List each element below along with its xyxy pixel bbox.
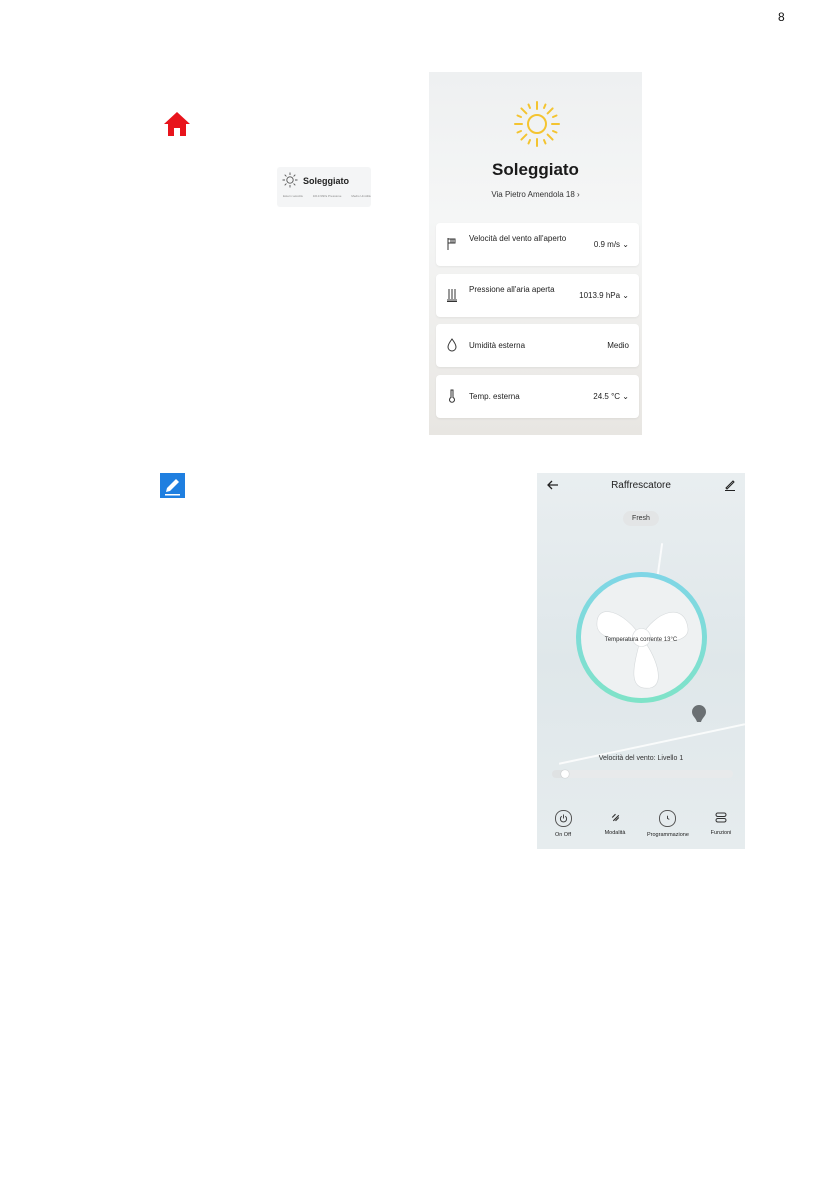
current-temperature: Temperatura corrente 13°C xyxy=(604,637,678,643)
button-label: Funzioni xyxy=(710,830,732,836)
chevron-down-icon: ⌄ xyxy=(622,291,629,300)
chevron-down-icon: ⌄ xyxy=(622,392,629,401)
address-text: Via Pietro Amendola 18 xyxy=(491,190,575,199)
humidity-drop-icon xyxy=(446,338,458,352)
schedule-button[interactable] xyxy=(647,810,687,838)
clock-icon xyxy=(663,814,672,823)
device-title: Raffrescatore xyxy=(611,480,671,491)
sun-icon xyxy=(513,100,561,148)
card-label: Pressione all'aria aperta xyxy=(469,285,555,294)
thermometer-icon xyxy=(446,389,458,403)
button-label: Modalità xyxy=(604,830,626,836)
edit-pen-icon[interactable] xyxy=(724,479,736,491)
chevron-right-icon: › xyxy=(577,190,580,199)
power-icon xyxy=(559,814,568,823)
card-value: 0.9 m/s ⌄ xyxy=(593,240,629,249)
card-value: Medio xyxy=(607,341,629,350)
weather-condition: Soleggiato xyxy=(492,160,579,179)
humidity-card[interactable] xyxy=(436,324,639,367)
home-icon xyxy=(163,110,191,138)
speed-slider-knob[interactable] xyxy=(561,770,569,778)
mini-weather-widget xyxy=(277,167,371,207)
edit-icon xyxy=(160,473,185,498)
card-label: Umidità esterna xyxy=(469,341,526,350)
lightbulb-icon xyxy=(690,703,708,727)
card-value: 24.5 °C ⌄ xyxy=(593,392,629,401)
button-label: On Off xyxy=(554,832,572,838)
card-value: 1013.9 hPa ⌄ xyxy=(579,291,629,300)
wind-icon xyxy=(446,237,458,251)
button-label: Programmazione xyxy=(647,832,689,838)
card-label: Velocità del vento all'aperto xyxy=(469,234,567,243)
mode-tag[interactable]: Fresh xyxy=(623,511,659,526)
mode-icon xyxy=(610,812,621,823)
functions-icon xyxy=(715,812,727,823)
speed-slider[interactable] xyxy=(552,770,733,778)
weather-screenshot xyxy=(429,72,642,435)
mini-sub-row xyxy=(283,194,371,198)
mini-sub-item: Estern velocità xyxy=(283,194,303,198)
pressure-icon xyxy=(446,288,458,302)
card-label: Temp. esterna xyxy=(469,392,520,401)
page-number: 8 xyxy=(778,10,785,24)
location-address[interactable] xyxy=(429,190,642,199)
mini-sub-item: Medio Umidità xyxy=(351,194,371,198)
mini-sub-item: 1013.9hPa Pressione xyxy=(312,194,342,198)
sun-icon xyxy=(282,172,298,188)
on-off-button[interactable] xyxy=(543,810,583,838)
wind-speed-card[interactable] xyxy=(436,223,639,266)
chevron-down-icon: ⌄ xyxy=(622,240,629,249)
fan-screenshot xyxy=(537,473,745,849)
functions-button[interactable] xyxy=(701,810,741,836)
mini-condition: Soleggiato xyxy=(303,176,350,186)
pressure-card[interactable] xyxy=(436,274,639,317)
wind-speed-level: Velocità del vento: Livello 1 xyxy=(598,755,684,762)
temperature-card[interactable] xyxy=(436,375,639,418)
mode-button[interactable] xyxy=(595,810,635,836)
